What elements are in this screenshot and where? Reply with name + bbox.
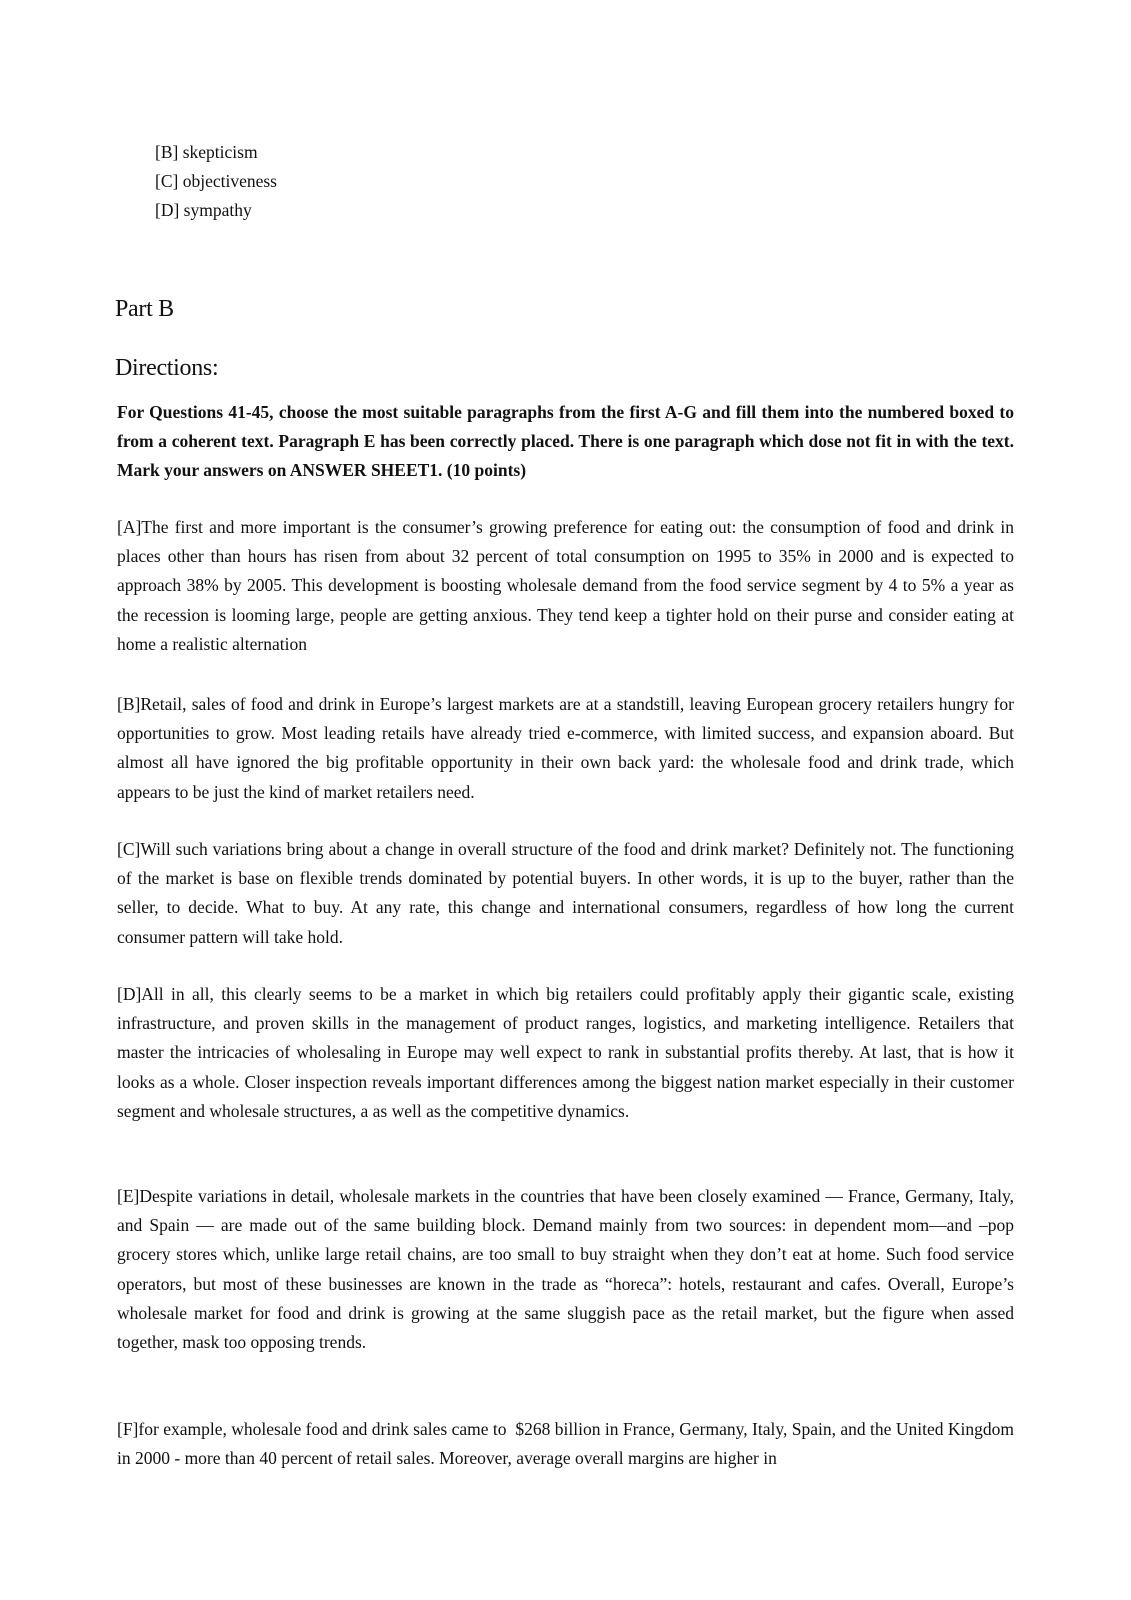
option-b: [B] skepticism xyxy=(155,142,258,162)
paragraph-c: [C]Will such variations bring about a change in overall structure of the food and drink market? Definitely not. The functioning of the market is base on flexible trends dominated by potential buyers. In other words, it is up to the buyer, rather than the seller, to decide. What to buy. At any rate, this change and international consumers, regardless of how long the current consumer pattern will take hold. xyxy=(117,839,1014,947)
paragraph-f: [F]for example, wholesale food and drink sales came to $268 billion in France, Germany, Italy, Spain, and the United Kingdom in 2000 - more than 40 percent of retail sales. Moreover, average overall margins are higher in xyxy=(117,1419,1014,1469)
directions-heading: Directions: xyxy=(115,355,219,381)
paragraph-a: [A]The first and more important is the consumer’s growing preference for eating out: the consumption of food and drink in places other than hours has risen from about 32 percent of total consumption on 1995 to 35% in 2000 and is expected to approach 38% by 2005. This development is boosting wholesale demand from the food service segment by 4 to 5% a year as the recession is looming large, people are getting anxious. They tend keep a tighter hold on their purse and consider eating at home a realistic alternation xyxy=(117,517,1014,654)
part-title: Part B xyxy=(115,296,174,322)
answer-options xyxy=(155,138,277,225)
paragraph-d: [D]All in all, this clearly seems to be a market in which big retailers could profitably apply their gigantic scale, existing infrastructure, and proven skills in the management of product ranges, logistics, and marketing intelligence. Retailers that master the intricacies of wholesaling in Europe may well expect to rank in substantial profits thereby. At last, that is how it looks as a whole. Closer inspection reveals important differences among the biggest nation market especially in their customer segment and wholesale structures, a as well as the competitive dynamics. xyxy=(117,984,1014,1121)
paragraph-b: [B]Retail, sales of food and drink in Europe’s largest markets are at a standstill, leaving European grocery retailers hungry for opportunities to grow. Most leading retails have already tried e-commerce, with limited success, and expansion aboard. But almost all have ignored the big profitable opportunity in their own back yard: the wholesale food and drink trade, which appears to be just the kind of market retailers need. xyxy=(117,694,1014,802)
directions-instructions: For Questions 41-45, choose the most suitable paragraphs from the first A-G and fill them into the numbered boxed to from a coherent text. Paragraph E has been correctly placed. There is one paragraph which dose not fit in with the text. Mark your answers on ANSWER SHEET1. (10 points) xyxy=(117,402,1014,480)
paragraph-e: [E]Despite variations in detail, wholesale markets in the countries that have been closely examined — France, Germany, Italy, and Spain — are made out of the same building block. Demand mainly from two sources: in dependent mom—and –pop grocery stores which, unlike large retail chains, are too small to buy straight when they don’t eat at home. Such food service operators, but most of these businesses are known in the trade as “horeca”: hotels, restaurant and cafes. Overall, Europe’s wholesale market for food and drink is growing at the same sluggish pace as the retail market, but the figure when assed together, mask too opposing trends. xyxy=(117,1186,1014,1353)
option-d: [D] sympathy xyxy=(155,200,252,220)
option-c: [C] objectiveness xyxy=(155,171,277,191)
